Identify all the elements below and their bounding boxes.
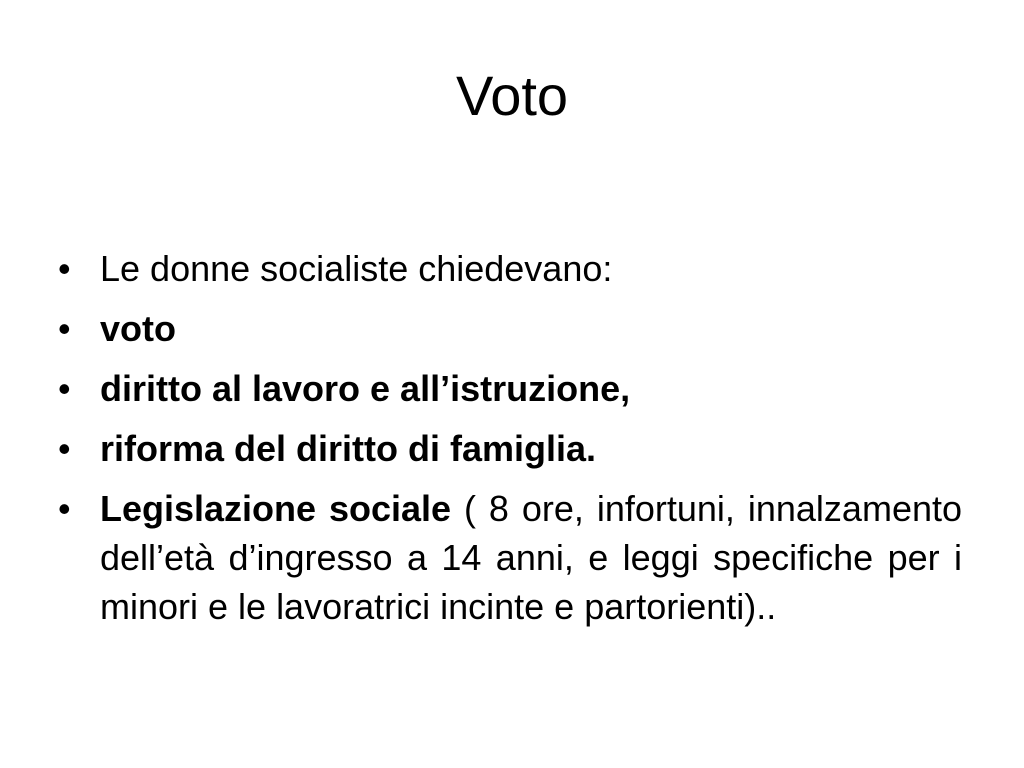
bullet-icon: • (58, 488, 71, 529)
bullet-text: riforma del diritto di famiglia. (100, 428, 597, 469)
list-item (58, 304, 962, 353)
bullet-text: ( 8 ore, infortuni, innalzamento dell’età d’ingresso a 14 anni, e leggi specifiche per i minori e le lavoratrici incinte e partorienti).. (100, 488, 963, 627)
bullet-list (58, 244, 962, 642)
bullet-bold-text: Legislazione sociale (100, 488, 452, 529)
bullet-icon: • (58, 308, 71, 349)
bullet-icon: • (58, 428, 71, 469)
list-item (58, 484, 962, 631)
bullet-text: Le donne socialiste chiedevano: (100, 248, 613, 289)
list-item (58, 244, 962, 293)
bullet-icon: • (58, 248, 71, 289)
bullet-text: diritto al lavoro e all’istruzione, (100, 368, 631, 409)
slide-title: Voto (455, 64, 569, 127)
list-item (58, 364, 962, 413)
bullet-icon: • (58, 368, 71, 409)
list-item (58, 424, 962, 473)
bullet-text: voto (100, 308, 176, 349)
